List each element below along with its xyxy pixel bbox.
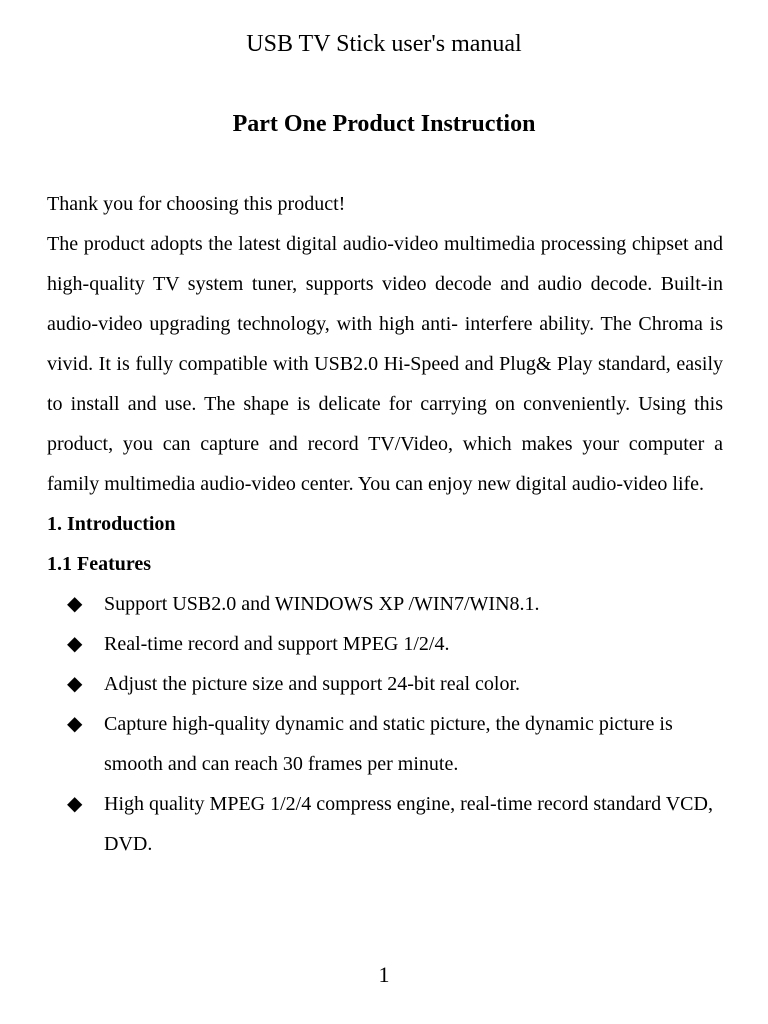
list-item xyxy=(47,584,723,624)
introduction-heading: 1. Introduction xyxy=(47,513,176,535)
feature-text: Adjust the picture size and support 24-bit real color. xyxy=(104,673,521,695)
diamond-bullet-icon: ◆ xyxy=(67,713,83,735)
features-heading: 1.1 Features xyxy=(47,553,152,575)
page-number: 1 xyxy=(378,962,390,987)
document-body xyxy=(47,184,723,864)
feature-text: High quality MPEG 1/2/4 compress engine, real-time record standard VCD, DVD. xyxy=(104,793,713,855)
diamond-bullet-icon: ◆ xyxy=(67,633,83,655)
intro-paragraph: The product adopts the latest digital audio-video multimedia processing chipset and high-quality TV system tuner, supports video decode and audio decode. Built-in audio-video upgrading technology, with high anti- interfere ability. The Chroma is vivid. It is fully compatible with USB2.0 Hi-Speed and Plug& Play standard, easily to install and use. The shape is delicate for carrying on conveniently. Using this product, you can capture and record TV/Video, which makes your computer a family multimedia audio-video center. You can enjoy new digital audio-video life. xyxy=(47,233,723,495)
list-item xyxy=(47,784,723,864)
diamond-bullet-icon: ◆ xyxy=(67,593,83,615)
greeting-text: Thank you for choosing this product! xyxy=(47,193,346,215)
features-list xyxy=(47,584,723,864)
list-item xyxy=(47,624,723,664)
list-item xyxy=(47,704,723,784)
section-title: Part One Product Instruction xyxy=(232,111,536,137)
document-title: USB TV Stick user's manual xyxy=(246,31,522,57)
feature-text: Capture high-quality dynamic and static picture, the dynamic picture is smooth and can reach 30 frames per minute. xyxy=(104,713,673,775)
diamond-bullet-icon: ◆ xyxy=(67,793,83,815)
diamond-bullet-icon: ◆ xyxy=(67,673,83,695)
list-item xyxy=(47,664,723,704)
feature-text: Real-time record and support MPEG 1/2/4. xyxy=(104,633,450,655)
feature-text: Support USB2.0 and WINDOWS XP /WIN7/WIN8.1. xyxy=(104,593,540,615)
